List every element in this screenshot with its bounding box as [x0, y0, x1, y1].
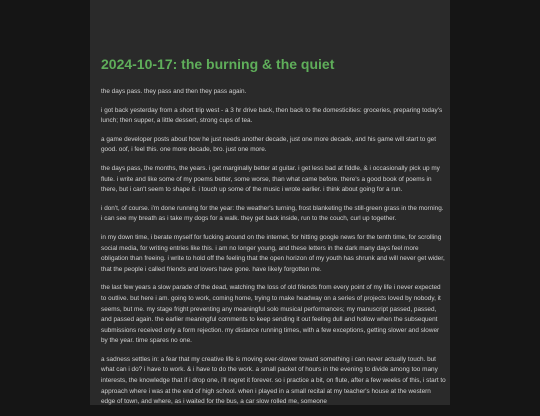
post-content	[101, 55, 446, 416]
post-paragraph: a sadness settles in: a fear that my creative life is moving ever-slower toward something i can never actually touch. but what can i do? i have to work. & i have to do the work. a small packet of hours in the evening to divide among too many interests, the knowledge that if i drop one, i'll regret it forever. so i practice a bit, on flute, after a few weeks of this, i start to approach where i was at the end of high school. when i played in a small recital at my teacher's house at the western edge of town, and where, as i waited for the bus, a car slow rolled me, someone	[101, 355, 446, 406]
post-paragraph: in my down time, i berate myself for fucking around on the internet, for hitting google news for the tenth time, for scrolling social media, for writing entries like this. i am no longer young, and these letters in the dark many days feel more obligation than freeing. i write to hold off the feeling that the open horizon of my youth has shrunk and will never get wider, that the people i called friends and lovers have gone. have likely forgotten me.	[101, 233, 445, 273]
post-paragraph: the days pass, the months, the years. i get marginally better at guitar. i get less bad at fiddle, & i occasionally pick up my flute. i write and like some of my poems better, some worse, than what came before. there's a good book of poems in there, but i can't seem to shape it. i touch up some of the music i wrote earlier. i think about going for a run.	[101, 164, 440, 194]
post-paragraph: the last few years a slow parade of the dead, watching the loss of old friends from every point of my life i never expected to outlive. but here i am. going to work, coming home, trying to make headway on a series of projects loved by nobody, it seems, but me. my stage fright preventing any meaningful solo musical performances; my manuscript passed, passed, and passed again. the earlier meaningful comments to keep sending it out feeling dull and hollow when the subsequent submissions received only a form rejection. my distance running times, with a few exceptions, getting slower and slower by the year. time spares no one.	[101, 284, 441, 345]
post-paragraph: i don't, of course. i'm done running for the year: the weather's turning, frost blanketing the still-green grass in the morning. i can see my breath as i take my dogs for a walk. they get back inside, run to the couch, curl up together.	[101, 204, 444, 223]
post-paragraph: a game developer posts about how he just needs another decade, just one more decade, and his game will start to get good. oof, i feel this. one more decade, bro. just one more.	[101, 135, 437, 154]
post-paragraph: i got back yesterday from a short trip west - a 3 hr drive back, then back to the domesticities: groceries, preparing today's lunch; then supper, a little dessert, strong cups of tea.	[101, 106, 443, 125]
post-title: 2024-10-17: the burning & the quiet	[101, 56, 335, 72]
post-paragraph: the days pass. they pass and then they pass again.	[101, 88, 247, 95]
